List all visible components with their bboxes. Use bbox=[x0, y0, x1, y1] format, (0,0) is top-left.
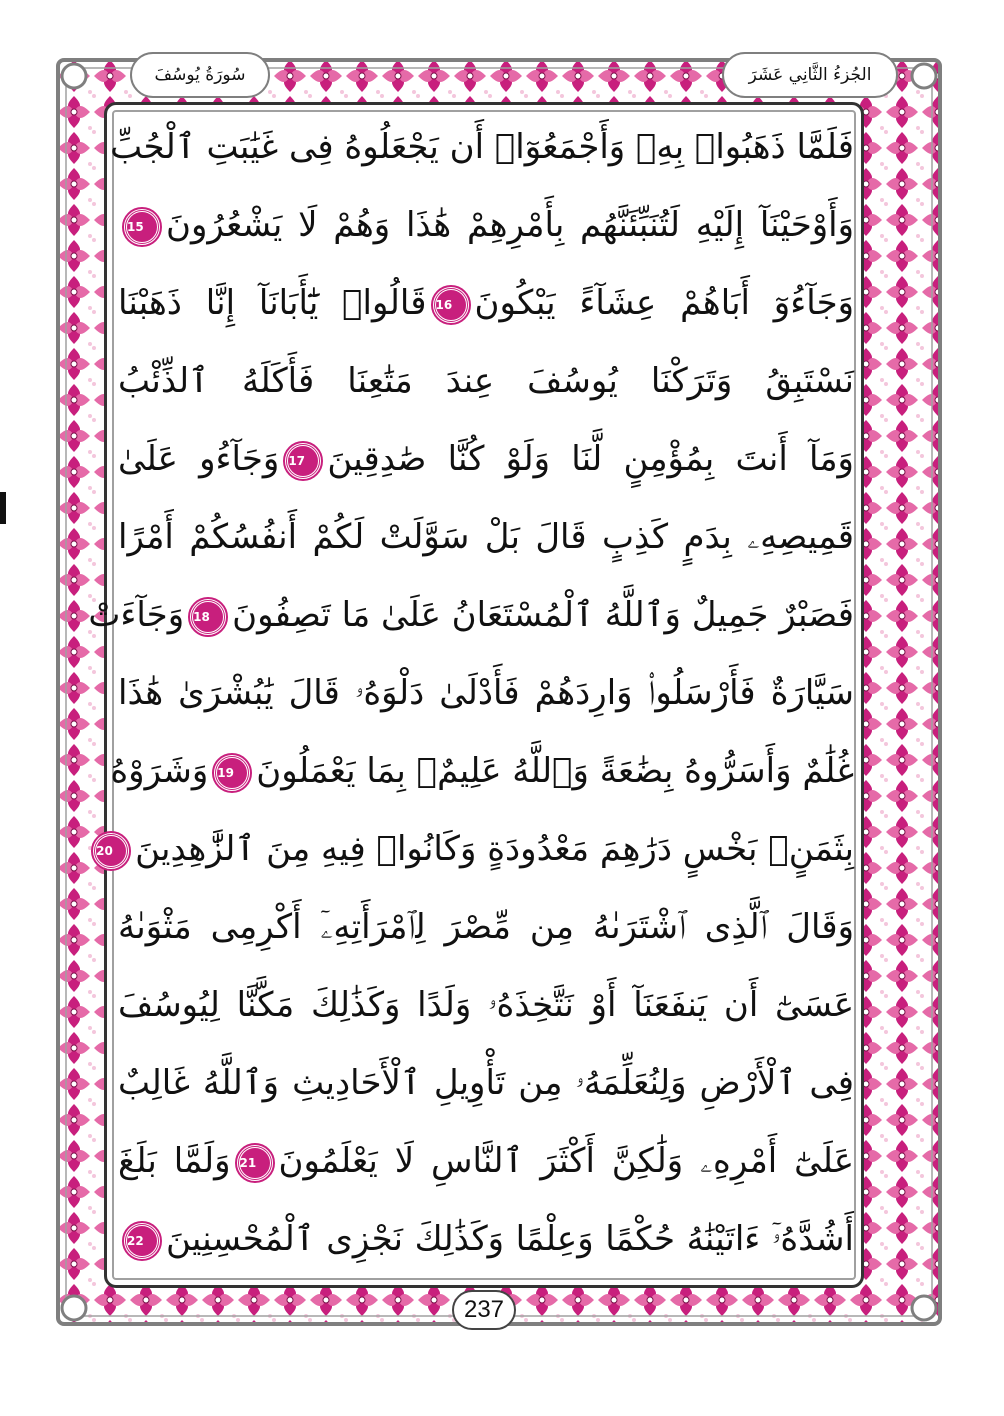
line-text: أَشُدَّهُۥٓ ءَاتَيْنَٰهُ حُكْمًا وَعِلْمًا وَكَذَٰلِكَ نَجْزِى ٱلْمُحْسِنِينَ bbox=[166, 1219, 854, 1259]
text-line-8 bbox=[118, 658, 854, 728]
juz-label: الجُزءُ الثَّانِي عَشَرَ bbox=[722, 52, 898, 98]
ayah-number-marker: 17 bbox=[285, 443, 321, 479]
text-line-11 bbox=[118, 892, 854, 962]
line-text: وَجَآءُو عَلَىٰ bbox=[118, 439, 280, 479]
text-line-15 bbox=[118, 1204, 854, 1274]
line-text: فَصَبْرٌ جَمِيلٌ وَٱللَّهُ ٱلْمُسْتَعَانُ عَلَىٰ مَا تَصِفُونَ bbox=[232, 595, 854, 635]
page-number: 237 bbox=[452, 1290, 516, 1330]
ayah-number-marker: 15 bbox=[124, 209, 160, 245]
text-line-10 bbox=[96, 814, 854, 884]
line-text: وَمَآ أَنتَ بِمُؤْمِنٍ لَّنَا وَلَوْ كُنَّا صَٰدِقِينَ bbox=[327, 439, 854, 479]
text-line-9 bbox=[110, 736, 854, 806]
text-line-7 bbox=[88, 580, 854, 650]
line-text: عَلَىٰٓ أَمْرِهِۦ وَلَٰكِنَّ أَكْثَرَ ٱلنَّاسِ لَا يَعْلَمُونَ bbox=[278, 1141, 855, 1181]
line-text: سَيَّارَةٌ فَأَرْسَلُوا۟ وَارِدَهُمْ فَأَدْلَىٰ دَلْوَهُۥ قَالَ يَٰبُشْرَىٰ هَٰذَا bbox=[118, 673, 854, 713]
text-line-5 bbox=[118, 424, 854, 494]
line-text: وَأَوْحَيْنَآ إِلَيْهِ لَتُنَبِّئَنَّهُم بِأَمْرِهِمْ هَٰذَا وَهُمْ لَا يَشْعُرُونَ bbox=[166, 205, 854, 245]
line-text: وَشَرَوْهُ bbox=[110, 751, 209, 791]
line-text: قَالُوا۟ يَٰٓأَبَانَآ إِنَّا ذَهَبْنَا bbox=[118, 283, 427, 323]
text-line-6 bbox=[118, 502, 854, 572]
ayah-number-marker: 20 bbox=[93, 833, 129, 869]
line-text: وَلَمَّا بَلَغَ bbox=[118, 1141, 231, 1181]
line-text: بِثَمَنٍۭ بَخْسٍ دَرَٰهِمَ مَعْدُودَةٍ وَكَانُوا۟ فِيهِ مِنَ ٱلزَّٰهِدِينَ bbox=[135, 829, 854, 869]
text-line-13 bbox=[118, 1048, 854, 1118]
text-line-12 bbox=[118, 970, 854, 1040]
line-text: قَمِيصِهِۦ بِدَمٍ كَذِبٍ قَالَ بَلْ سَوَّلَتْ لَكُمْ أَنفُسُكُمْ أَمْرًا bbox=[118, 517, 854, 557]
text-line-1 bbox=[110, 112, 854, 182]
line-text: فَلَمَّا ذَهَبُوا۟ بِهِۦ وَأَجْمَعُوٓا۟ أَن يَجْعَلُوهُ فِى غَيَٰبَتِ ٱلْجُبِّ bbox=[110, 127, 854, 167]
ayah-number-marker: 16 bbox=[433, 287, 469, 323]
ayah-number-marker: 22 bbox=[124, 1223, 160, 1259]
quran-text-block bbox=[88, 112, 855, 1282]
ayah-number-marker: 19 bbox=[214, 755, 250, 791]
line-text: فِى ٱلْأَرْضِ وَلِنُعَلِّمَهُۥ مِن تَأْوِيلِ ٱلْأَحَادِيثِ وَٱللَّهُ غَالِبٌ bbox=[118, 1063, 854, 1103]
line-text: وَقَالَ ٱلَّذِى ٱشْتَرَىٰهُ مِن مِّصْرَ لِٱمْرَأَتِهِۦٓ أَكْرِمِى مَثْوَىٰهُ bbox=[118, 907, 854, 947]
side-edge-mark bbox=[0, 492, 6, 524]
ayah-number-marker: 18 bbox=[190, 599, 226, 635]
line-text: وَجَآءُوٓ أَبَاهُمْ عِشَآءً يَبْكُونَ bbox=[474, 283, 855, 323]
text-line-3 bbox=[118, 268, 854, 338]
line-text: وَجَآءَتْ bbox=[88, 595, 185, 635]
text-line-2 bbox=[118, 190, 854, 260]
line-text: غُلَٰمٌ وَأَسَرُّوهُ بِضَٰعَةً وَٱللَّهُ عَلِيمٌۢ بِمَا يَعْمَلُونَ bbox=[256, 751, 854, 791]
surah-label: سُورَةُ يُوسُفَ bbox=[130, 52, 270, 98]
line-text: عَسَىٰٓ أَن يَنفَعَنَآ أَوْ نَتَّخِذَهُۥ وَلَدًا وَكَذَٰلِكَ مَكَّنَّا لِيُوسُفَ bbox=[118, 985, 854, 1025]
ayah-number-marker: 21 bbox=[237, 1145, 273, 1181]
text-line-14 bbox=[118, 1126, 854, 1196]
line-text: نَسْتَبِقُ وَتَرَكْنَا يُوسُفَ عِندَ مَتَٰعِنَا فَأَكَلَهُ ٱلذِّئْبُ bbox=[118, 361, 854, 401]
text-line-4 bbox=[118, 346, 854, 416]
